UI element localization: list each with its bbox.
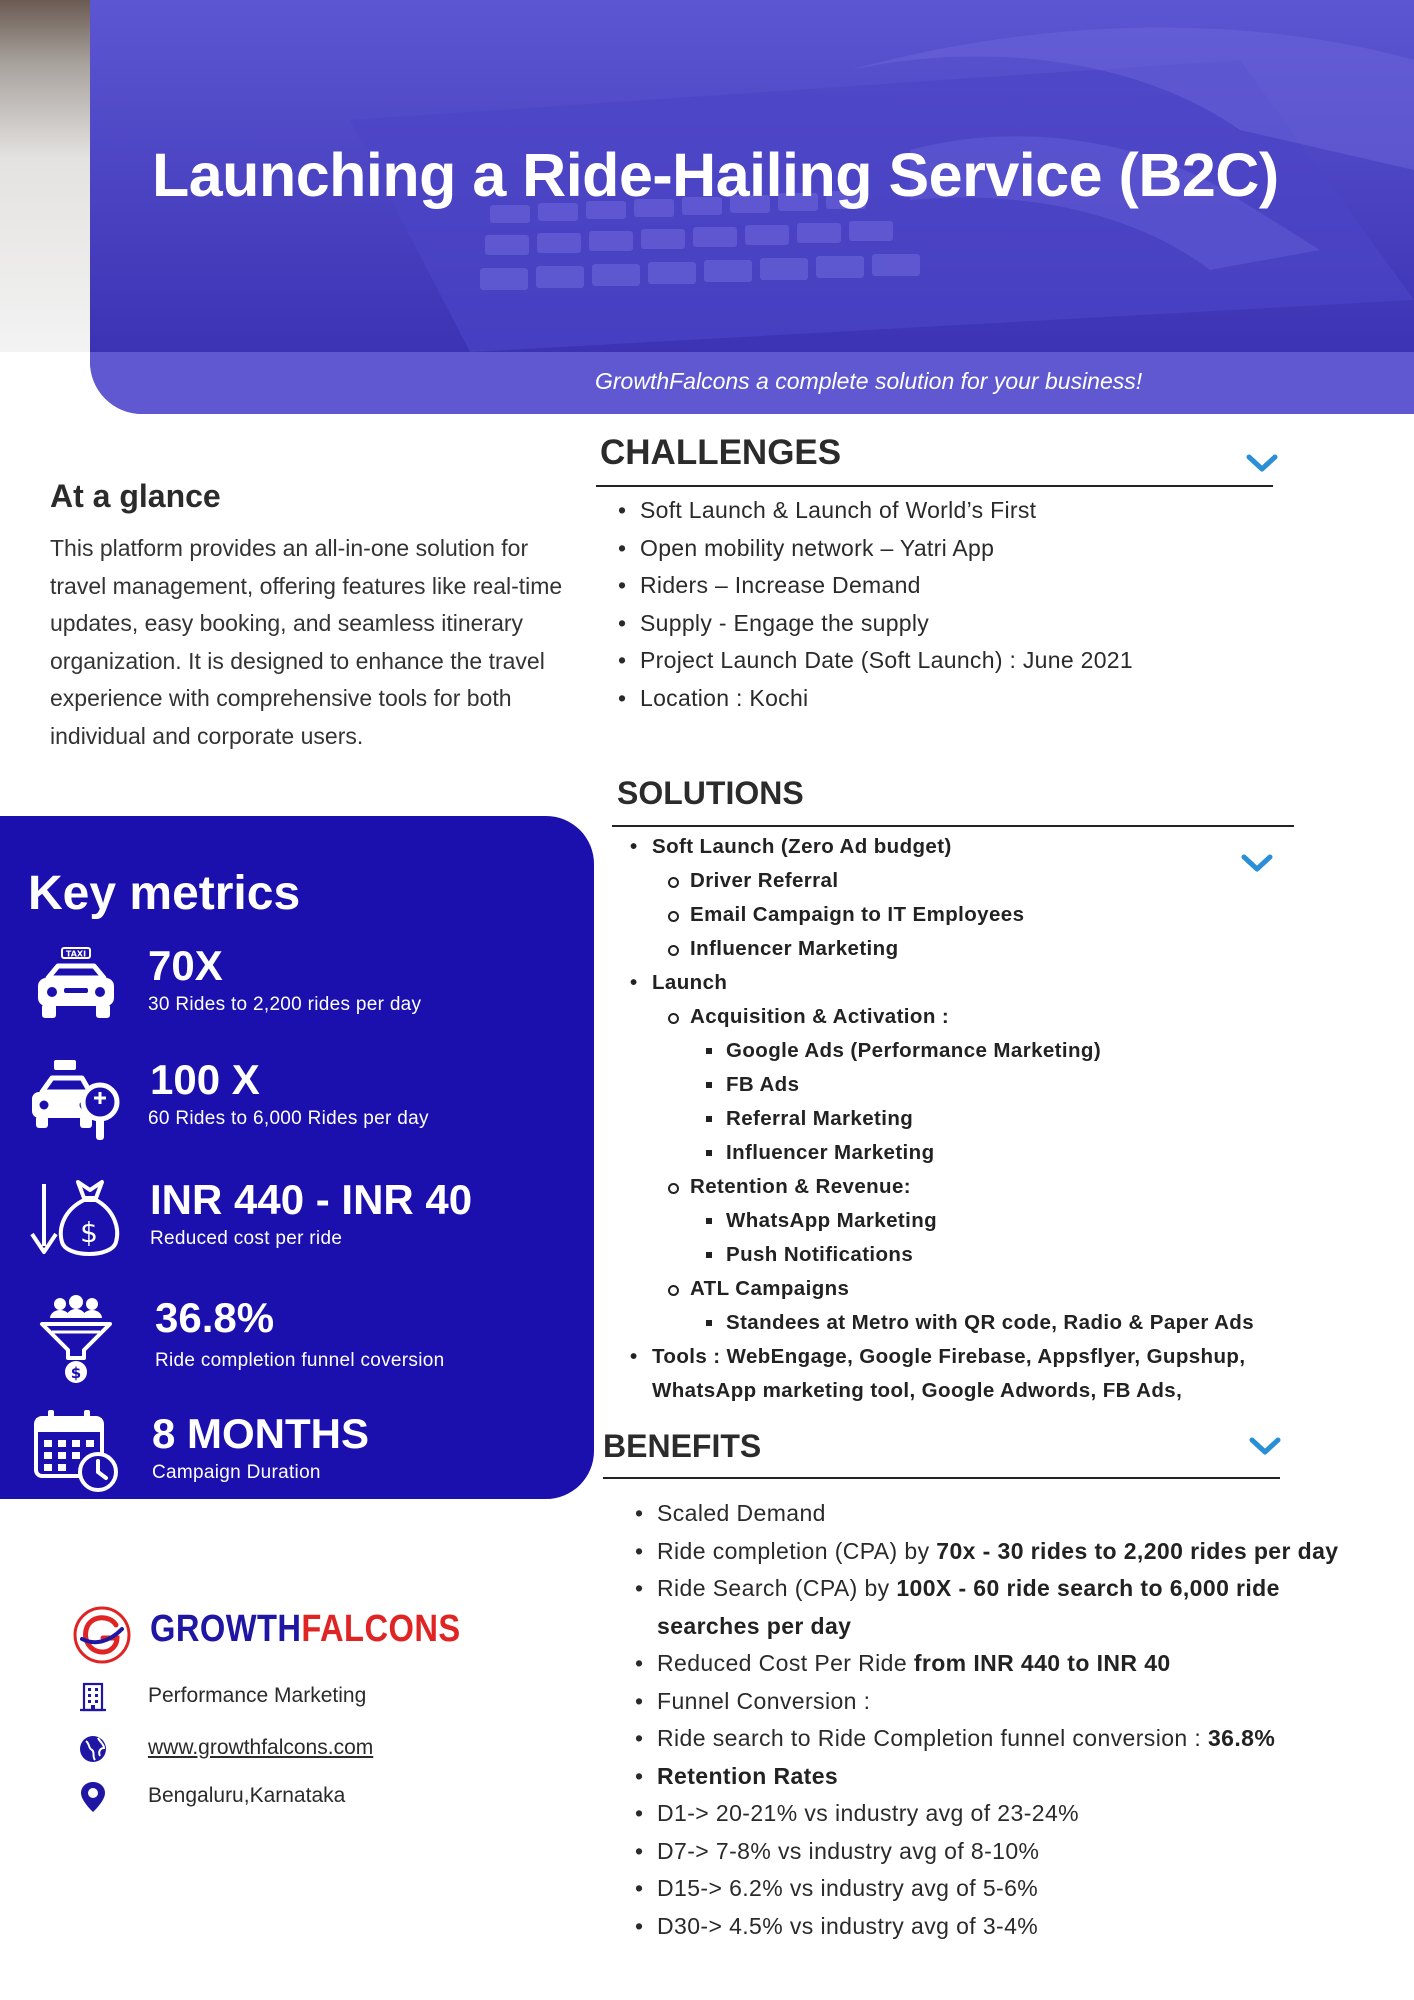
list-item bbox=[635, 1683, 1355, 1721]
chevron-down-icon[interactable] bbox=[1248, 1435, 1282, 1457]
list-item: Acquisition & Activation : bbox=[630, 1000, 1330, 1034]
metric-item bbox=[0, 942, 594, 1042]
challenges-title: CHALLENGES bbox=[600, 433, 842, 472]
contact-text: Bengaluru,Karnataka bbox=[148, 1784, 346, 1807]
list-item-continuation: WhatsApp marketing tool, Google Adwords, FB Ads, bbox=[652, 1379, 1183, 1402]
list-item bbox=[635, 1570, 1355, 1645]
money-bag-down-icon bbox=[28, 1176, 124, 1266]
svg-text:$: $ bbox=[80, 1216, 98, 1249]
list-item: • Soft Launch & Launch of World’s First bbox=[618, 492, 1133, 530]
metric-label: Ride completion funnel coversion bbox=[155, 1350, 445, 1371]
list-item bbox=[635, 1908, 1355, 1946]
benefit-text: Ride search to Ride Completion funnel conversion : bbox=[657, 1725, 1208, 1751]
glance-heading: At a glance bbox=[50, 478, 221, 514]
solutions-list bbox=[630, 830, 1330, 1408]
benefit-highlight: 100X - 60 ride search to 6,000 ride searches per day bbox=[657, 1575, 1280, 1639]
metric-value: 70X bbox=[148, 942, 223, 989]
list-item: Google Ads (Performance Marketing) bbox=[630, 1034, 1330, 1068]
calendar-clock-icon bbox=[28, 1408, 124, 1498]
taxi-icon bbox=[28, 944, 124, 1034]
svg-text:$: $ bbox=[70, 1364, 82, 1382]
metric-label: Reduced cost per ride bbox=[150, 1228, 343, 1249]
benefit-text: D7-> 7-8% vs industry avg of 8-10% bbox=[657, 1837, 1040, 1864]
benefit-text: Funnel Conversion : bbox=[657, 1687, 871, 1714]
benefit-text: D15-> 6.2% vs industry avg of 5-6% bbox=[657, 1875, 1039, 1901]
funnel-icon bbox=[28, 1294, 124, 1384]
benefits-divider bbox=[603, 1477, 1280, 1479]
key-metrics-panel bbox=[0, 816, 594, 1499]
globe-icon bbox=[78, 1732, 108, 1766]
metric-item bbox=[0, 1056, 594, 1156]
benefit-text: D30-> 4.5% vs industry avg of 3-4% bbox=[657, 1912, 1039, 1939]
benefit-highlight: Retention Rates bbox=[657, 1762, 839, 1789]
list-item: • Supply - Engage the supply bbox=[618, 605, 1133, 643]
growthfalcons-logo bbox=[72, 1605, 132, 1665]
list-item: • Project Launch Date (Soft Launch) : June 2021 bbox=[618, 642, 1133, 680]
website-link[interactable]: www.growthfalcons.com bbox=[148, 1736, 374, 1759]
list-item: Influencer Marketing bbox=[630, 932, 1330, 966]
list-item bbox=[635, 1758, 1355, 1796]
brand-name-falcons: FALCONS bbox=[301, 1608, 461, 1650]
hero-tagline: GrowthFalcons a complete solution for your business! bbox=[595, 368, 1143, 394]
metric-item bbox=[0, 1176, 594, 1276]
list-item: Email Campaign to IT Employees bbox=[630, 898, 1330, 932]
list-item bbox=[635, 1833, 1355, 1871]
list-item: • Open mobility network – Yatri App bbox=[618, 530, 1133, 568]
list-item: Influencer Marketing bbox=[630, 1136, 1330, 1170]
benefit-highlight: 36.8% bbox=[1207, 1725, 1276, 1751]
list-item bbox=[635, 1533, 1355, 1571]
hero-banner bbox=[90, 0, 1414, 414]
chevron-down-icon[interactable] bbox=[1245, 452, 1279, 474]
list-item: Driver Referral bbox=[630, 864, 1330, 898]
benefits-title: BENEFITS bbox=[603, 1428, 762, 1464]
list-item: Standees at Metro with QR code, Radio & Paper Ads bbox=[630, 1306, 1330, 1340]
metric-value: INR 440 - INR 40 bbox=[150, 1176, 473, 1223]
list-item: • Tools : WebEngage, Google Firebase, Appsflyer, Gupshup, bbox=[630, 1340, 1330, 1374]
benefit-highlight: from INR 440 to INR 40 bbox=[913, 1650, 1171, 1676]
benefit-highlight: 70x - 30 rides to 2,200 rides per day bbox=[936, 1537, 1339, 1564]
list-item: • Location : Kochi bbox=[618, 680, 1133, 718]
list-item: WhatsApp Marketing bbox=[630, 1204, 1330, 1238]
list-item: Referral Marketing bbox=[630, 1102, 1330, 1136]
metric-label: 30 Rides to 2,200 rides per day bbox=[148, 994, 422, 1015]
brand-name bbox=[150, 1608, 461, 1651]
challenges-divider bbox=[596, 485, 1273, 487]
list-item: • Soft Launch (Zero Ad budget) bbox=[630, 830, 1330, 864]
list-item bbox=[635, 1645, 1355, 1683]
metric-value: 36.8% bbox=[155, 1294, 275, 1341]
metric-value: 100 X bbox=[150, 1056, 260, 1103]
brand-name-growth: GROWTH bbox=[150, 1608, 302, 1650]
key-metrics-title: Key metrics bbox=[28, 867, 301, 920]
metric-item bbox=[0, 1294, 594, 1394]
list-item: • Riders – Increase Demand bbox=[618, 567, 1133, 605]
list-item bbox=[635, 1495, 1355, 1533]
list-item: • Launch bbox=[630, 966, 1330, 1000]
list-item bbox=[635, 1720, 1355, 1758]
benefits-list bbox=[635, 1495, 1355, 1945]
list-item: ATL Campaigns bbox=[630, 1272, 1330, 1306]
hero-photo-edge bbox=[0, 0, 90, 352]
metric-label: Campaign Duration bbox=[152, 1462, 321, 1483]
taxi-search-icon bbox=[28, 1056, 124, 1146]
solutions-divider bbox=[612, 825, 1294, 827]
glance-body: This platform provides an all-in-one solution for travel management, offering features like real-time updates, easy booking, and seamless itinerary organization. It is designed to enhance the travel experience with comprehensive tools for both individual and corporate users. bbox=[50, 535, 563, 749]
benefit-text: Scaled Demand bbox=[657, 1500, 826, 1526]
benefit-text: Reduced Cost Per Ride bbox=[657, 1650, 914, 1676]
challenges-list bbox=[618, 492, 1133, 717]
metric-value: 8 MONTHS bbox=[152, 1410, 370, 1457]
benefit-text: D1-> 20-21% vs industry avg of 23-24% bbox=[657, 1800, 1079, 1826]
page-title: Launching a Ride-Hailing Service (B2C) bbox=[152, 141, 1279, 209]
list-item: FB Ads bbox=[630, 1068, 1330, 1102]
list-item bbox=[635, 1795, 1355, 1833]
list-item: Push Notifications bbox=[630, 1238, 1330, 1272]
building-icon bbox=[78, 1680, 108, 1714]
location-pin-icon bbox=[78, 1780, 108, 1814]
taxi-sign-text: TAXI bbox=[65, 949, 87, 959]
metric-item bbox=[0, 1410, 594, 1500]
list-item: Retention & Revenue: bbox=[630, 1170, 1330, 1204]
metric-label: 60 Rides to 6,000 Rides per day bbox=[148, 1108, 429, 1129]
benefit-text: Ride Search (CPA) by bbox=[657, 1575, 897, 1601]
contact-text: Performance Marketing bbox=[148, 1684, 367, 1707]
solutions-title: SOLUTIONS bbox=[617, 775, 804, 811]
benefit-text: Ride completion (CPA) by bbox=[657, 1537, 937, 1564]
list-item bbox=[635, 1870, 1355, 1908]
